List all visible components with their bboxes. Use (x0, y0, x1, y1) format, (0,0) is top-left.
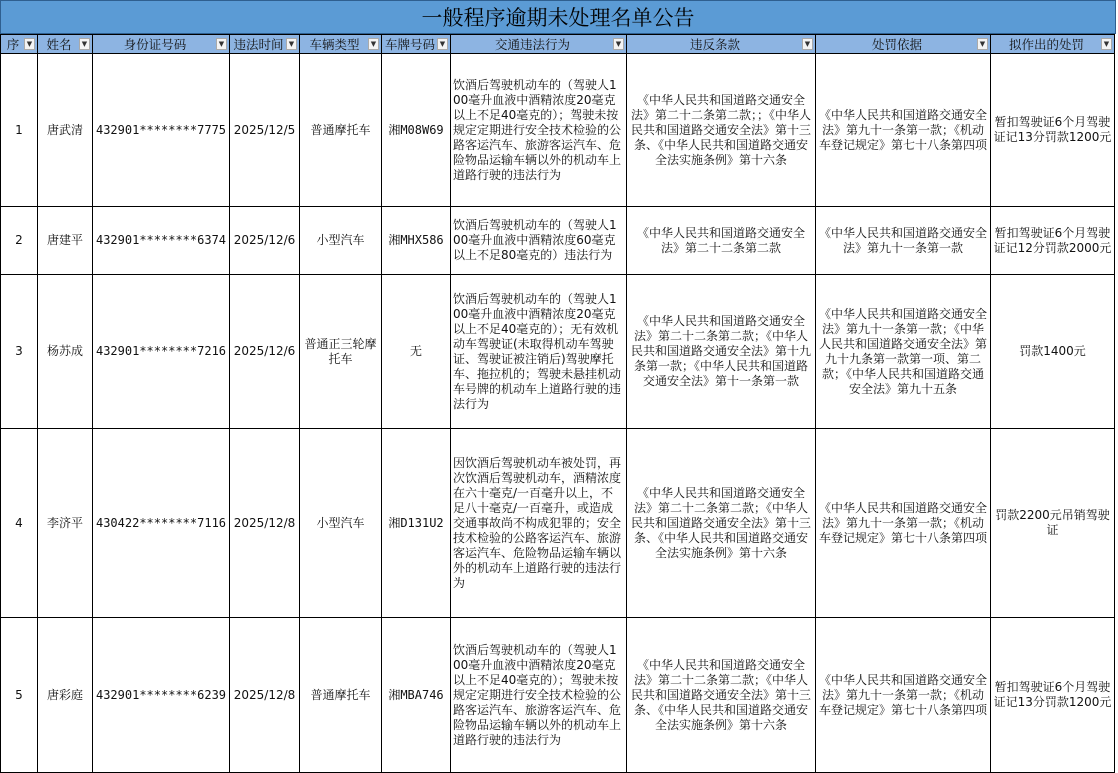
filter-dropdown-icon[interactable]: ▼ (802, 38, 813, 50)
header-id-number (93, 35, 230, 54)
header-vehicle-type (300, 35, 382, 54)
cell-date[interactable]: 2025/12/5 (230, 54, 300, 207)
cell-basis[interactable]: 《中华人民共和国道路交通安全法》第九十一条第一款；《机动车登记规定》第七十八条第四项 (816, 54, 991, 207)
header-seq (1, 35, 38, 54)
header-clause (627, 35, 816, 54)
cell-plate[interactable]: 湘MHX586 (382, 207, 451, 275)
filter-dropdown-icon[interactable]: ▼ (24, 38, 35, 50)
header-basis (816, 35, 991, 54)
filter-dropdown-icon[interactable]: ▼ (79, 38, 90, 50)
cell-violation[interactable]: 饮酒后驾驶机动车的（驾驶人100毫升血液中酒精浓度60毫克以上不足80毫克的）违法行为 (451, 207, 627, 275)
table-row (1, 54, 1115, 207)
cell-basis[interactable]: 《中华人民共和国道路交通安全法》第九十一条第一款；《机动车登记规定》第七十八条第四项 (816, 429, 991, 618)
header-label: 违反条款 (689, 37, 740, 52)
cell-vehicle-type[interactable]: 普通摩托车 (300, 618, 382, 773)
cell-clause[interactable]: 《中华人民共和国道路交通安全法》第二十二条第二款；；《中华人民共和国道路交通安全法》第十三条、《中华人民共和国道路交通安全法实施条例》第十六条 (627, 54, 816, 207)
cell-clause[interactable]: 《中华人民共和国道路交通安全法》第二十二条第二款；《中华人民共和国道路交通安全法》第十三条、《中华人民共和国道路交通安全法实施条例》第十六条 (627, 618, 816, 773)
header-label: 身份证号码 (123, 37, 187, 52)
header-violation (451, 35, 627, 54)
notice-table (0, 34, 1115, 773)
header-row (1, 35, 1115, 54)
header-label: 车牌号码 (384, 37, 435, 52)
cell-penalty[interactable]: 罚款1400元 (991, 275, 1115, 429)
cell-vehicle-type[interactable]: 小型汽车 (300, 429, 382, 618)
cell-vehicle-type[interactable]: 普通正三轮摩托车 (300, 275, 382, 429)
cell-vehicle-type[interactable]: 普通摩托车 (300, 54, 382, 207)
cell-plate[interactable]: 湘D131U2 (382, 429, 451, 618)
filter-dropdown-icon[interactable]: ▼ (286, 38, 297, 50)
header-date (230, 35, 300, 54)
cell-clause[interactable]: 《中华人民共和国道路交通安全法》第二十二条第二款 (627, 207, 816, 275)
cell-violation[interactable]: 因饮酒后驾驶机动车被处罚，再次饮酒后驾驶机动车，酒精浓度在六十毫克/一百毫升以上，不足八十毫克/一百毫升，或造成交通事故尚不构成犯罪的；安全技术检验的公路客运汽车、旅游客运汽车、危险物品运输车辆以外的机动车上道路行驶的违法行为 (451, 429, 627, 618)
cell-penalty[interactable]: 暂扣驾驶证6个月驾驶证记13分罚款1200元 (991, 618, 1115, 773)
cell-seq[interactable]: 4 (1, 429, 38, 618)
cell-violation[interactable]: 饮酒后驾驶机动车的（驾驶人100毫升血液中酒精浓度20毫克以上不足40毫克的）；无有效机动车驾驶证(未取得机动车驾驶证、驾驶证被注销后)驾驶摩托车、拖拉机的；驾驶未悬挂机动车号牌的机动车上道路行驶的违法行为 (451, 275, 627, 429)
cell-date[interactable]: 2025/12/8 (230, 618, 300, 773)
cell-date[interactable]: 2025/12/6 (230, 207, 300, 275)
cell-penalty[interactable]: 暂扣驾驶证6个月驾驶证记12分罚款2000元 (991, 207, 1115, 275)
cell-seq[interactable]: 5 (1, 618, 38, 773)
cell-plate[interactable]: 无 (382, 275, 451, 429)
cell-basis[interactable]: 《中华人民共和国道路交通安全法》第九十一条第一款 (816, 207, 991, 275)
table-row (1, 207, 1115, 275)
table-row (1, 429, 1115, 618)
cell-plate[interactable]: 湘MBA746 (382, 618, 451, 773)
cell-violation[interactable]: 饮酒后驾驶机动车的（驾驶人100毫升血液中酒精浓度20毫克以上不足40毫克的）；驾驶未按规定定期进行安全技术检验的公路客运汽车、旅游客运汽车、危险物品运输车辆以外的机动车上道路行驶的违法行为 (451, 618, 627, 773)
cell-id-number[interactable]: 432901********6374 (93, 207, 230, 275)
cell-date[interactable]: 2025/12/6 (230, 275, 300, 429)
cell-penalty[interactable]: 罚款2200元吊销驾驶证 (991, 429, 1115, 618)
header-name (38, 35, 93, 54)
cell-name[interactable]: 唐武清 (38, 54, 93, 207)
cell-id-number[interactable]: 432901********7775 (93, 54, 230, 207)
filter-dropdown-icon[interactable]: ▼ (1101, 38, 1112, 50)
cell-clause[interactable]: 《中华人民共和国道路交通安全法》第二十二条第二款；《中华人民共和国道路交通安全法》第十九条第一款；《中华人民共和国道路交通安全法》第十一条第一款 (627, 275, 816, 429)
filter-dropdown-icon[interactable]: ▼ (613, 38, 624, 50)
cell-seq[interactable]: 2 (1, 207, 38, 275)
cell-name[interactable]: 唐建平 (38, 207, 93, 275)
header-penalty (991, 35, 1115, 54)
header-label: 序 (6, 37, 20, 52)
cell-clause[interactable]: 《中华人民共和国道路交通安全法》第二十二条第二款；《中华人民共和国道路交通安全法》第十三条、《中华人民共和国道路交通安全法实施条例》第十六条 (627, 429, 816, 618)
header-label: 拟作出的处罚 (1008, 37, 1084, 52)
header-label: 交通违法行为 (494, 37, 570, 52)
header-plate (382, 35, 451, 54)
cell-id-number[interactable]: 432901********7216 (93, 275, 230, 429)
cell-basis[interactable]: 《中华人民共和国道路交通安全法》第九十一条第一款；《中华人民共和国道路交通安全法》第九十九条第一款第一项、第二款；《中华人民共和国道路交通安全法》第九十五条 (816, 275, 991, 429)
cell-seq[interactable]: 1 (1, 54, 38, 207)
filter-dropdown-icon[interactable]: ▼ (437, 38, 448, 50)
cell-id-number[interactable]: 432901********6239 (93, 618, 230, 773)
cell-name[interactable]: 唐彩庭 (38, 618, 93, 773)
cell-date[interactable]: 2025/12/8 (230, 429, 300, 618)
cell-vehicle-type[interactable]: 小型汽车 (300, 207, 382, 275)
filter-dropdown-icon[interactable]: ▼ (216, 38, 227, 50)
cell-name[interactable]: 李济平 (38, 429, 93, 618)
cell-violation[interactable]: 饮酒后驾驶机动车的（驾驶人100毫升血液中酒精浓度20毫克以上不足40毫克的）；驾驶未按规定定期进行安全技术检验的公路客运汽车、旅游客运汽车、危险物品运输车辆以外的机动车上道路行驶的违法行为 (451, 54, 627, 207)
header-label: 处罚依据 (871, 37, 922, 52)
header-label: 违法时间 (233, 37, 284, 52)
cell-penalty[interactable]: 暂扣驾驶证6个月驾驶证记13分罚款1200元 (991, 54, 1115, 207)
cell-seq[interactable]: 3 (1, 275, 38, 429)
table-row (1, 275, 1115, 429)
cell-id-number[interactable]: 430422********7116 (93, 429, 230, 618)
header-label: 车辆类型 (309, 37, 360, 52)
filter-dropdown-icon[interactable]: ▼ (368, 38, 379, 50)
filter-dropdown-icon[interactable]: ▼ (977, 38, 988, 50)
header-label: 姓名 (46, 37, 72, 52)
cell-basis[interactable]: 《中华人民共和国道路交通安全法》第九十一条第一款；《机动车登记规定》第七十八条第四项 (816, 618, 991, 773)
table-row (1, 618, 1115, 773)
cell-name[interactable]: 杨苏成 (38, 275, 93, 429)
page-title: 一般程序逾期未处理名单公告 (0, 0, 1116, 34)
cell-plate[interactable]: 湘M08W69 (382, 54, 451, 207)
